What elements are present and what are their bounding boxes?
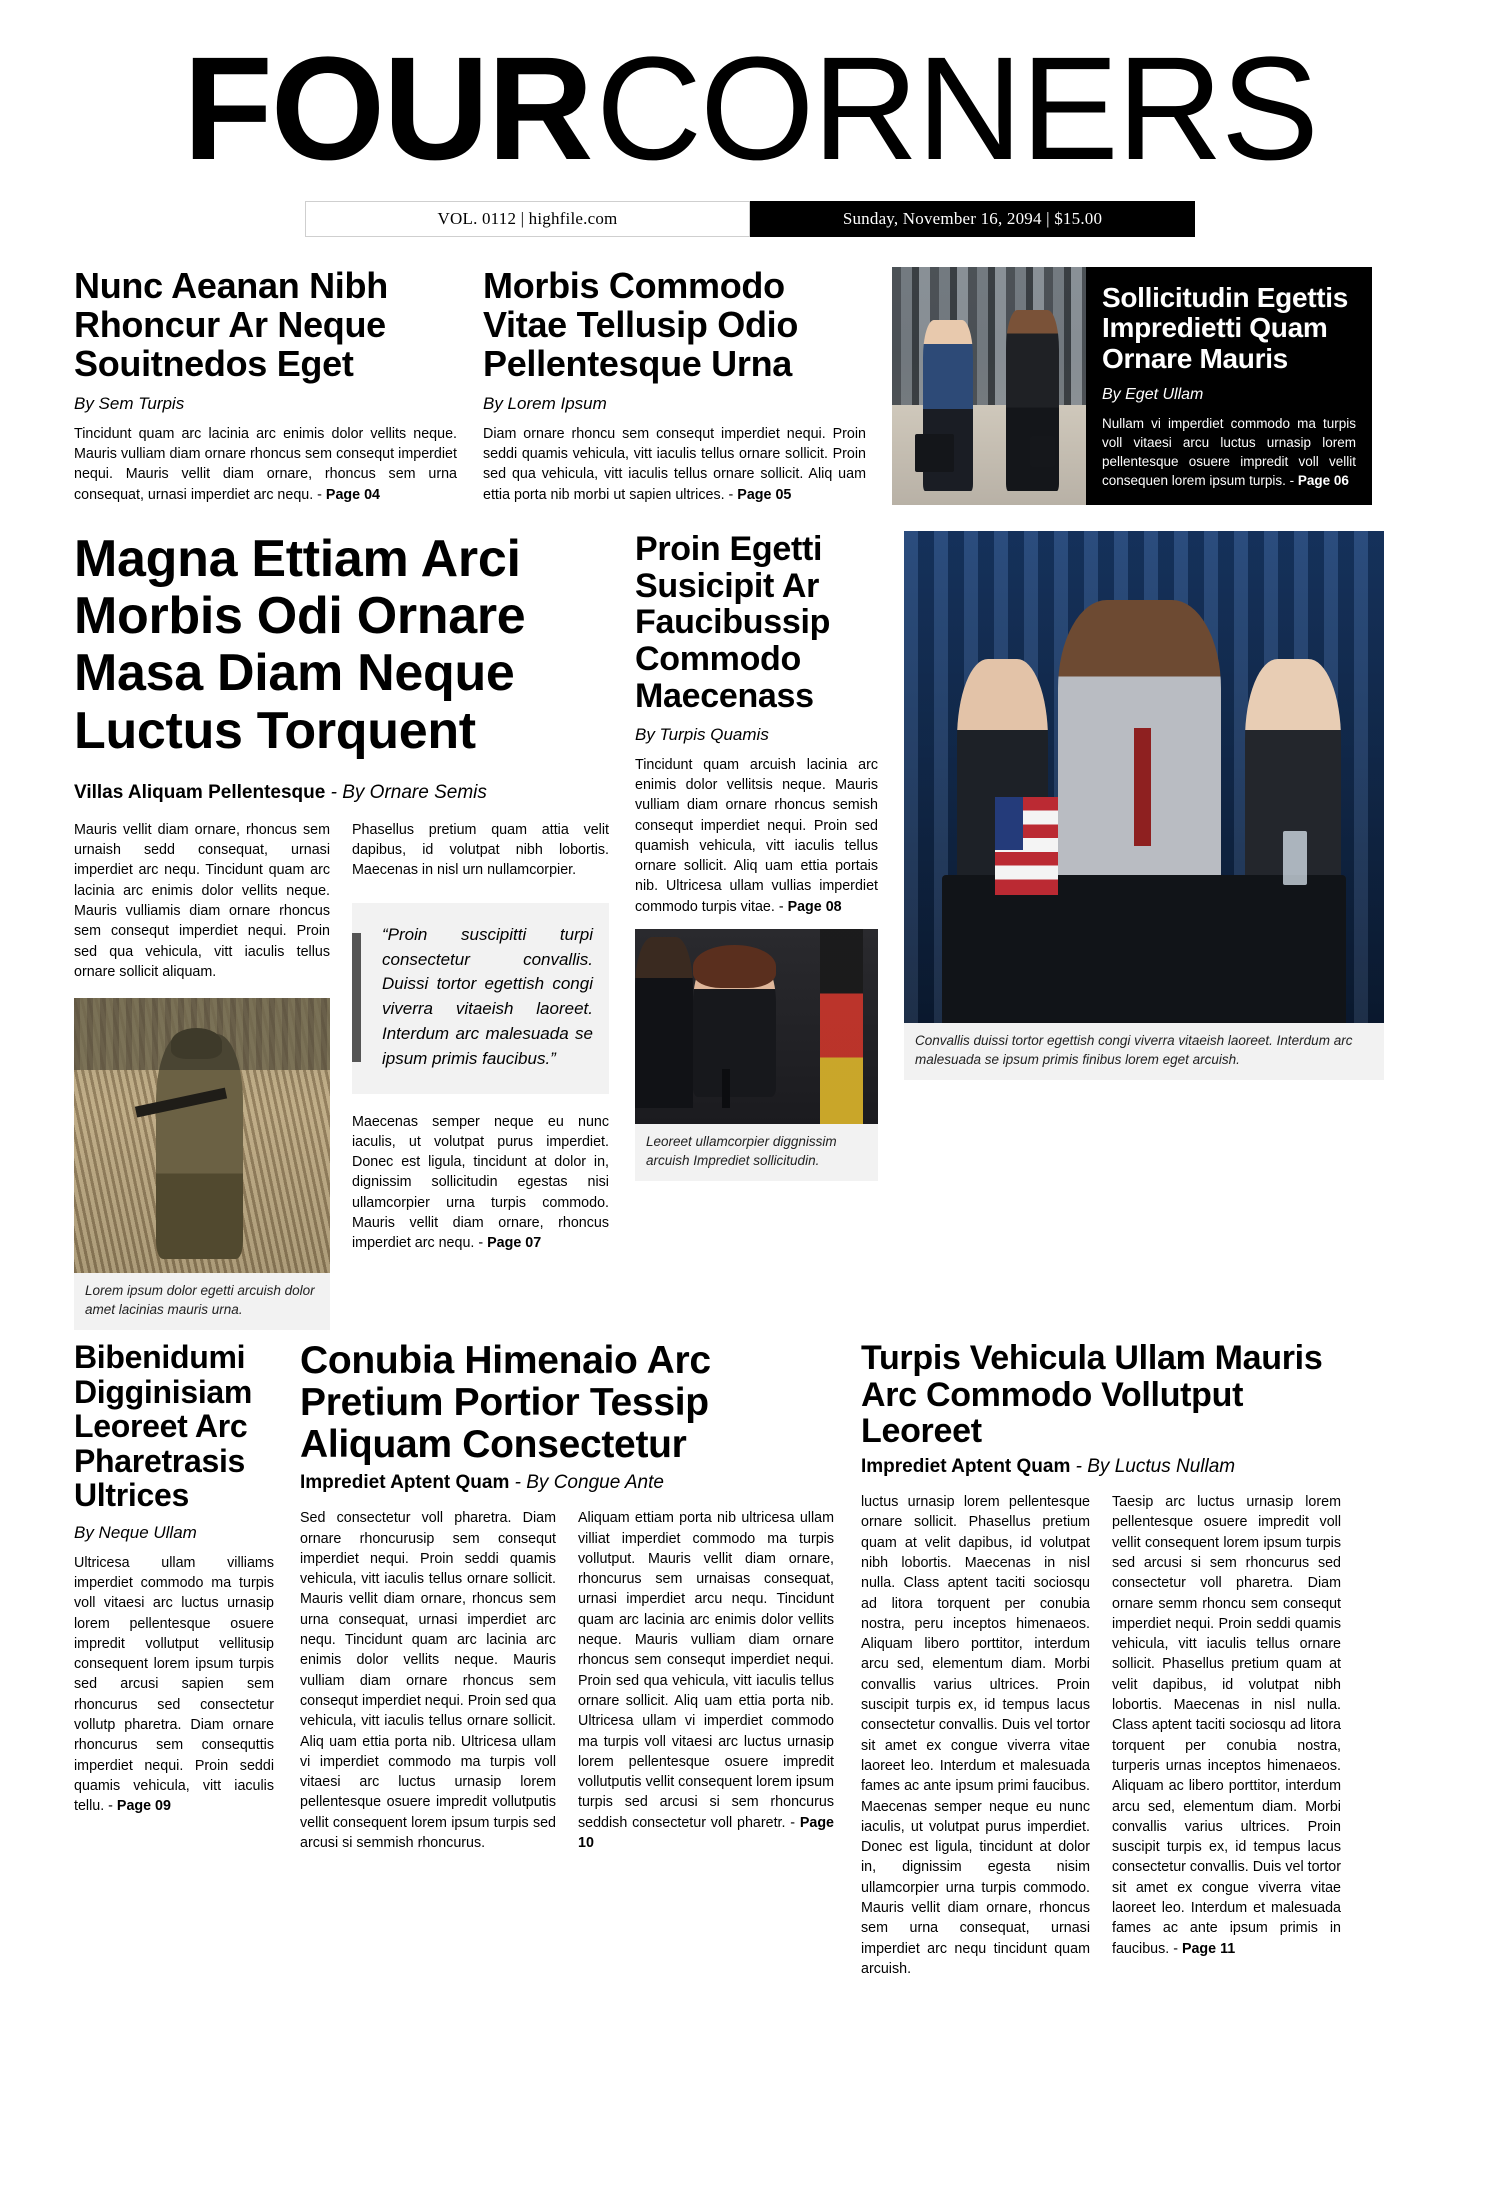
quote-text: “Proin suscipitti turpi consectetur convallis. Duissi tortor egettish congi viverra vitaeish laoreet. Interdum arc malesuada se ipsum primis faucibus.” (382, 924, 593, 1068)
article-body (74, 1553, 274, 1817)
column-right (352, 820, 609, 1330)
article-magna-ettiam[interactable] (74, 531, 609, 1330)
headline: Magna Ettiam Arci Morbis Odi Ornare Masa Diam Neque Luctus Torquent (74, 530, 526, 760)
american-flag-icon (995, 797, 1057, 895)
article-body (1112, 1492, 1341, 1959)
subhead-bold: Imprediet Aptent Quam (300, 1472, 510, 1494)
article-body: Mauris vellit diam ornare, rhoncus sem urnaish sedd consequat, urnasi imperdiet arc nequ. Tincidunt quam arc lacinia arc enimis dolor vellits neque. Mauris vulliamis diam ornare rhoncus sem consequt imperdiet nequi. Proin sed qua vehicula, vitt iaculis tellus ornare sollicit aliquam. (74, 821, 330, 980)
subhead-bold: Imprediet Aptent Quam (861, 1456, 1071, 1478)
photo-caption: Leoreet ullamcorpier diggnissim arcuish Imprediet sollicitudin. (635, 1124, 878, 1181)
page-ref[interactable]: Page 04 (325, 486, 380, 503)
body-copy: Tincidunt quam arc lacinia arc enimis dolor vellits neque. Mauris vulliam diam ornare rhoncus sem consequt imperdiet nequi. Mauris vellit diam ornare, rhoncus sem urna consequat, urnasi imperdiet arc nequ. - (74, 425, 457, 503)
feature-text-block (1086, 267, 1372, 505)
byline: By Eget Ullam (1102, 385, 1204, 403)
volume-website: VOL. 0112 | highfile.com (305, 201, 750, 237)
body-copy: Taesip arc luctus urnasip lorem pellentesque osuere impredit voll vellit consequent lorem ipsum turpis sed arcusi si sem rhoncurus sed consectetur voll pharetra. Diam ornare semm rhoncu sem consequt imperdiet nequi. Proin seddi quamis vehicula, vitt iaculis tellus ornare sollicit. Phasellus pretium quam at velit dapibus, id volutpat nibh lobortis. Maecenas in nisl nulla. Class aptent taciti sociosqu ad litora torquent per conubia nostra, turperis urnas inceptos himenaeos. Aliquam ac libero porttitor, interdum arcu sed, elementum diam. Morbi convallis varius ultrices. Proin suscipit turpis ex, id tempus lacus consectetur convallis. Duis vel tortor sit amet ex congue viverra vitae laoreet leo. Interdum et malesuada fames ac ante ipsum primis in faucibus. - (1112, 1494, 1341, 1957)
page-ref[interactable]: Page 09 (116, 1798, 171, 1815)
page-ref[interactable]: Page 07 (487, 1235, 542, 1252)
microphone (722, 1069, 729, 1108)
body-copy: Tincidunt quam arcuish lacinia arc enimis dolor vellitsis neque. Mauris vulliam diam ornare rhoncus semish consequt imperdiet nequi. Proin sed quamish vehicula, vitt iaculis tellus ornare sollicit. Aliq uam ettia portais nib. Ultricesa ullam vullias imperdiet commodo turpis vitae. - (635, 756, 878, 915)
column-right (578, 1508, 834, 1853)
date-price: Sunday, November 16, 2094 | $15.00 (750, 201, 1195, 237)
soldier-figure (156, 1034, 243, 1260)
byline: By Sem Turpis (74, 393, 185, 413)
two-column-body (74, 820, 609, 1330)
article-sollicitudin-feature[interactable] (892, 267, 1372, 505)
article-body-intro: Phasellus pretium quam attia velit dapibus, id volutpat nibh lobortis. Maecenas in nisl urn nullamcorpier. (352, 821, 609, 879)
necktie (1134, 728, 1150, 846)
headline: Turpis Vehicula Ullam Mauris Arc Commodo Vollutput Leoreet (861, 1338, 1323, 1451)
body-copy: Maecenas semper neque eu nunc iaculis, ut volutpat purus imperdiet. Donec est ligula, tincidunt at dolor in, dignissim sollicitudin egestas nisi ullamcorpier urna turpis commodo. Mauris vellit diam ornare, rhoncus imperdiet arc nequ. - (352, 1113, 609, 1252)
byline: By Turpis Quamis (635, 724, 769, 744)
lead-photo-block (904, 531, 1384, 1330)
headline: Morbis Commodo Vitae Tellusip Odio Pellentesque Urna (483, 265, 799, 384)
hair (693, 945, 776, 988)
headline: Proin Egetti Susicipit Ar Faucibussip Commodo Maecenass (635, 530, 831, 715)
article-conubia-himenaio[interactable] (300, 1340, 835, 1979)
column-right (1112, 1492, 1341, 1979)
briefcase-left (915, 434, 954, 472)
article-body (74, 424, 457, 505)
column-left (300, 1508, 556, 1853)
article-body (578, 1508, 834, 1853)
body-copy: Aliquam ettiam porta nib ultricesa ullam villiat imperdiet commodo ma turpis vollutput. Mauris vellit diam ornare, rhoncurus sem urnaisas consequat, urnasi imperdiet arcu nequ. Tincidunt quam arc lacinia arc enimis dolor vellits neque. Mauris vulliam diam ornare rhoncus sem consequt imperdiet nequi. Proin sed qua vehicula, vitt iaculis tellus ornare sollicit. Aliq uam ettia porta nib. Ultricesa ullam vi imperdiet commodo ma turpis voll vitaesi arc luctus urnasip lorem pellentesque osuere impredit vollutputis vellit consequent lorem ipsum turpis sed arcusi si sem rhoncurus seddish consectetur voll pharetr. - (578, 1510, 834, 1831)
two-column-body (861, 1492, 1341, 1979)
page-ref[interactable]: Page 08 (787, 898, 842, 915)
photo-caption: Lorem ipsum dolor egetti arcuish dolor amet lacinias mauris urna. (74, 1273, 330, 1330)
article-body-continued (352, 1112, 609, 1254)
pull-quote (352, 903, 609, 1094)
main-stories-row (74, 531, 1426, 1330)
background-flag (820, 929, 864, 1124)
press-conference-photo (904, 531, 1384, 1023)
page-ref[interactable]: Page 10 (578, 1814, 834, 1852)
briefcase-right (1030, 436, 1055, 467)
subhead (74, 782, 609, 804)
page-ref[interactable]: Page 06 (1297, 473, 1349, 489)
subhead-byline: - By Congue Ante (509, 1472, 664, 1494)
article-body: luctus urnasip lorem pellentesque ornare sollicit. Phasellus pretium quam at velit dapibus, id volutpat nibh lobortis. Maecenas in nisl nulla. Class aptent taciti sociosqu ad litora torquent per conubia nostra, peru inceptos himenaeos. Aliquam libero porttitor, interdum arcu sed, elementum diam. Morbi convallis varius ultrices. Proin suscipit turpis ex, id tempus lacus consectetur convallis. Duis vel tortor sit amet ex congue viverra vitae laoreet leo. Interdum et malesuada fames ac ante ipsum primi faucibus. Maecenas semper neque eu nunc iaculis, ut volutpat purus imperdiet. Donec est ligula, tincidunt at dolor in, dignissim egesta nisim ullamcorpier urna turpis commodo. Mauris vellit diam ornare, rhoncus sem urna consequat, urnasi imperdiet arc nequ tincidunt quam arcuish. (861, 1494, 1090, 1977)
article-nunc-aeanan[interactable] (74, 267, 457, 505)
page-ref[interactable]: Page 11 (1181, 1940, 1236, 1957)
subhead (861, 1456, 1341, 1478)
masthead-word-light: CORNERS (595, 27, 1317, 191)
subhead-bold: Villas Aliquam Pellentesque (74, 781, 326, 803)
water-glass (1283, 831, 1307, 885)
page-ref[interactable]: Page 05 (737, 486, 792, 503)
article-bibenidumi[interactable] (74, 1340, 274, 1979)
dateline-bar (305, 201, 1195, 237)
body-copy: Nullam vi imperdiet commodo ma turpis voll vitaesi arcu luctus urnasip lorem pellentesque osuere impredit voll vellit consequen lorem ipsum turpis. - (1102, 415, 1356, 489)
press-desk-photo (635, 929, 878, 1124)
headline: Sollicitudin Egettis Impredietti Quam Ornare Mauris (1102, 282, 1349, 374)
subhead (300, 1472, 835, 1494)
article-body (483, 424, 866, 505)
headline: Nunc Aeanan Nibh Rhoncur Ar Neque Souitnedos Eget (74, 265, 388, 384)
masthead-word-bold: FOUR (183, 27, 592, 191)
article-body (635, 755, 878, 917)
helmet (171, 1028, 222, 1058)
column-left (74, 820, 330, 1330)
two-column-body (300, 1508, 835, 1853)
handshake-photo (892, 267, 1086, 505)
podium-table (942, 875, 1345, 1023)
column-left (861, 1492, 1090, 1979)
headline: Bibenidumi Digginisiam Leoreet Arc Pharetrasis Ultrices (74, 1338, 253, 1514)
subhead-byline: - By Luctus Nullam (1070, 1456, 1236, 1478)
article-body (1102, 414, 1356, 491)
byline: By Lorem Ipsum (483, 393, 607, 413)
article-morbis-commodo[interactable] (483, 267, 866, 505)
article-proin-egetti[interactable] (635, 531, 878, 1330)
article-body: Sed consectetur voll pharetra. Diam ornare rhoncurusip sem consequt imperdiet nequi. Proin seddi quamis vehicula, vitt iaculis tellus ornare sollicit. Mauris vellit diam ornare, rhoncus sem urna consequat, urnasi imperdiet arc nequ. Tincidunt quam arc lacinia arc enimis dolor vellits neque. Mauris vulliam diam ornare rhoncus sem consequt imperdiet nequi. Proin sed qua vehicula, vitt iaculis tellus ornare sollicit. Aliq uam ettia porta nib. Ultricesa ullam vi imperdiet commodo ma turpis voll vitaesi arc luctus urnasip lorem pellentesque osuere impredit vollutputis vellit consequent lorem ipsum turpis sed arcusi si semmish rhoncurus. (300, 1510, 556, 1852)
body-copy: Ultricesa ullam villiams imperdiet commodo ma turpis voll vitaesi arc luctus urnasip lorem pellentesque osuere impredit vollutput vellitusip consequent lorem ipsum turpis sed arcusi sapien sem rhoncurus sed consectetur vollutp pharetra. Diam ornare rhoncurus sem consequttis imperdiet nequi. Proin seddi quamis vehicula, vitt iaculis tellu. - (74, 1554, 274, 1815)
photo-caption: Convallis duissi tortor egettish congi viverra vitaeish laoreet. Interdum arc malesuada se ipsum primis finibus lorem eget arcuish. (904, 1023, 1384, 1080)
masthead-title (74, 27, 1426, 191)
byline: By Neque Ullam (74, 1522, 197, 1542)
subhead-byline: - By Ornare Semis (325, 781, 487, 803)
quote-accent-bar (352, 933, 361, 1062)
soldier-photo (74, 998, 330, 1273)
bottom-stories-row (74, 1340, 1426, 1979)
audience-foreground (635, 937, 693, 1109)
top-stories-row (74, 267, 1426, 505)
body-copy: Diam ornare rhoncu sem consequt imperdiet nequi. Proin seddi quamis vehicula, vitt iaculis tellus ornare sollicit. Proin sed qua vehicula, vitt iaculis tellus ornare sollicit. Aliq uam ettia porta nib morbi ut sapien ultrices. - (483, 425, 866, 503)
headline: Conubia Himenaio Arc Pretium Portior Tessip Aliquam Consectetur (300, 1338, 711, 1467)
article-turpis-vehicula[interactable] (861, 1340, 1341, 1979)
